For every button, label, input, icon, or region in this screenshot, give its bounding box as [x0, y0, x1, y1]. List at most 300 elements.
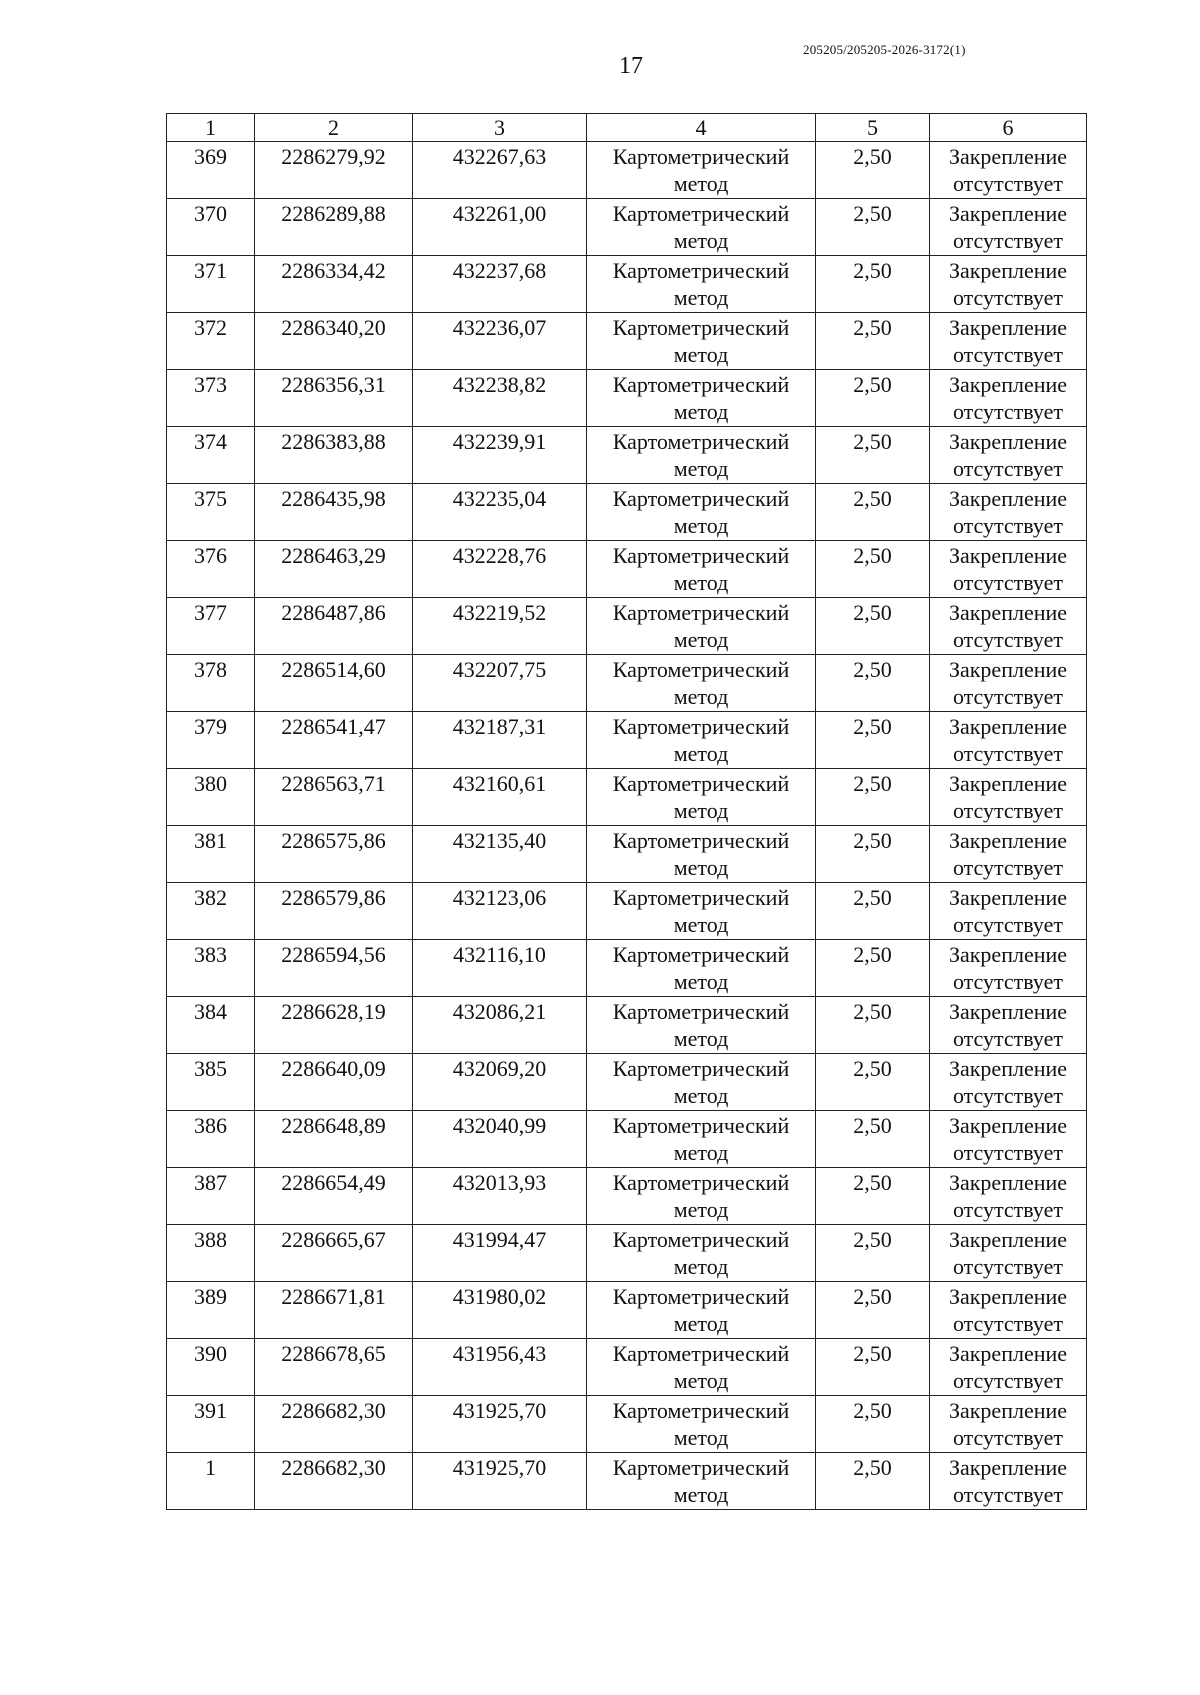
accuracy-cell	[816, 313, 930, 370]
fixing-cell-text: отсутствует	[952, 1140, 1064, 1165]
point-number-cell	[167, 655, 255, 712]
accuracy-cell	[816, 1282, 930, 1339]
x-coordinate-cell-text: 2286648,89	[281, 1113, 386, 1138]
y-coordinate-cell-text: 432069,20	[452, 1056, 547, 1081]
fixing-cell	[930, 655, 1087, 712]
method-cell-text: Картометрический	[612, 1284, 790, 1309]
y-coordinate-cell	[413, 1225, 587, 1282]
table-row	[167, 427, 1087, 484]
method-cell	[587, 1111, 816, 1168]
accuracy-cell	[816, 598, 930, 655]
fixing-cell-text: Закрепление	[948, 429, 1068, 454]
method-cell-text: метод	[673, 1368, 729, 1393]
method-cell-text: Картометрический	[612, 999, 790, 1024]
table-row	[167, 826, 1087, 883]
accuracy-cell-text: 2,50	[853, 486, 892, 511]
point-number-cell	[167, 256, 255, 313]
method-cell	[587, 655, 816, 712]
y-coordinate-cell	[413, 1339, 587, 1396]
fixing-cell	[930, 940, 1087, 997]
fixing-cell-text: Закрепление	[948, 600, 1068, 625]
accuracy-cell	[816, 199, 930, 256]
x-coordinate-cell	[255, 826, 413, 883]
x-coordinate-cell-text: 2286579,86	[281, 885, 386, 910]
y-coordinate-cell-text: 432235,04	[452, 486, 547, 511]
fixing-cell-text: отсутствует	[952, 171, 1064, 196]
fixing-cell-text: Закрепление	[948, 1284, 1068, 1309]
method-cell-text: Картометрический	[612, 429, 790, 454]
fixing-cell-text: Закрепление	[948, 315, 1068, 340]
x-coordinate-cell-text: 2286279,92	[281, 144, 386, 169]
fixing-cell-text: отсутствует	[952, 1482, 1064, 1507]
method-cell-text: метод	[673, 684, 729, 709]
table-row	[167, 1054, 1087, 1111]
point-number-cell	[167, 199, 255, 256]
point-number-cell	[167, 1168, 255, 1225]
fixing-cell-text: Закрепление	[948, 1056, 1068, 1081]
x-coordinate-cell	[255, 256, 413, 313]
accuracy-cell-text: 2,50	[853, 1227, 892, 1252]
accuracy-cell	[816, 142, 930, 199]
column-header: 2	[255, 114, 413, 142]
method-cell-text: Картометрический	[612, 315, 790, 340]
point-number-cell	[167, 370, 255, 427]
method-cell	[587, 541, 816, 598]
table-row	[167, 1282, 1087, 1339]
method-cell-text: Картометрический	[612, 942, 790, 967]
fixing-cell	[930, 1111, 1087, 1168]
method-cell	[587, 598, 816, 655]
y-coordinate-cell	[413, 883, 587, 940]
fixing-cell-text: отсутствует	[952, 342, 1064, 367]
fixing-cell-text: Закрепление	[948, 486, 1068, 511]
method-cell-text: Картометрический	[612, 657, 790, 682]
fixing-cell-text: Закрепление	[948, 1341, 1068, 1366]
fixing-cell-text: отсутствует	[952, 228, 1064, 253]
accuracy-cell-text: 2,50	[853, 657, 892, 682]
point-number-cell	[167, 826, 255, 883]
method-cell-text: метод	[673, 1311, 729, 1336]
y-coordinate-cell-text: 432123,06	[452, 885, 547, 910]
method-cell	[587, 883, 816, 940]
y-coordinate-cell	[413, 142, 587, 199]
table-row	[167, 598, 1087, 655]
accuracy-cell-text: 2,50	[853, 714, 892, 739]
fixing-cell	[930, 883, 1087, 940]
x-coordinate-cell-text: 2286594,56	[281, 942, 386, 967]
accuracy-cell	[816, 655, 930, 712]
fixing-cell-text: Закрепление	[948, 1113, 1068, 1138]
accuracy-cell	[816, 1453, 930, 1510]
method-cell-text: Картометрический	[612, 258, 790, 283]
point-number-cell-text: 388	[194, 1227, 227, 1252]
method-cell-text: Картометрический	[612, 201, 790, 226]
fixing-cell-text: Закрепление	[948, 885, 1068, 910]
method-cell-text: метод	[673, 342, 729, 367]
point-number-cell-text: 390	[194, 1341, 227, 1366]
method-cell	[587, 712, 816, 769]
accuracy-cell-text: 2,50	[853, 771, 892, 796]
point-number-cell-text: 1	[205, 1455, 216, 1480]
fixing-cell	[930, 313, 1087, 370]
x-coordinate-cell	[255, 712, 413, 769]
accuracy-cell-text: 2,50	[853, 1455, 892, 1480]
x-coordinate-cell	[255, 883, 413, 940]
page-number: 17	[619, 53, 643, 79]
method-cell	[587, 1396, 816, 1453]
point-number-cell-text: 379	[194, 714, 227, 739]
table-row	[167, 1168, 1087, 1225]
accuracy-cell-text: 2,50	[853, 942, 892, 967]
y-coordinate-cell-text: 432086,21	[452, 999, 547, 1024]
accuracy-cell-text: 2,50	[853, 315, 892, 340]
column-header: 1	[167, 114, 255, 142]
point-number-cell-text: 384	[194, 999, 227, 1024]
fixing-cell-text: отсутствует	[952, 1425, 1064, 1450]
accuracy-cell	[816, 1111, 930, 1168]
point-number-cell-text: 382	[194, 885, 227, 910]
point-number-cell-text: 383	[194, 942, 227, 967]
point-number-cell	[167, 142, 255, 199]
accuracy-cell-text: 2,50	[853, 828, 892, 853]
y-coordinate-cell-text: 432237,68	[452, 258, 547, 283]
fixing-cell	[930, 598, 1087, 655]
method-cell-text: Картометрический	[612, 600, 790, 625]
fixing-cell	[930, 997, 1087, 1054]
document-id: 205205/205205-2026-3172(1)	[803, 42, 966, 57]
point-number-cell	[167, 598, 255, 655]
accuracy-cell-text: 2,50	[853, 885, 892, 910]
x-coordinate-cell-text: 2286682,30	[281, 1398, 386, 1423]
accuracy-cell-text: 2,50	[853, 1056, 892, 1081]
accuracy-cell	[816, 940, 930, 997]
accuracy-cell	[816, 256, 930, 313]
y-coordinate-cell	[413, 484, 587, 541]
fixing-cell-text: отсутствует	[952, 513, 1064, 538]
x-coordinate-cell-text: 2286487,86	[281, 600, 386, 625]
fixing-cell	[930, 826, 1087, 883]
y-coordinate-cell-text: 432228,76	[452, 543, 547, 568]
accuracy-cell-text: 2,50	[853, 429, 892, 454]
table-row	[167, 484, 1087, 541]
table-row	[167, 940, 1087, 997]
method-cell-text: Картометрический	[612, 372, 790, 397]
point-number-cell-text: 375	[194, 486, 227, 511]
point-number-cell	[167, 1054, 255, 1111]
fixing-cell-text: отсутствует	[952, 1254, 1064, 1279]
x-coordinate-cell-text: 2286463,29	[281, 543, 386, 568]
method-cell	[587, 199, 816, 256]
column-header: 5	[816, 114, 930, 142]
method-cell-text: метод	[673, 627, 729, 652]
x-coordinate-cell-text: 2286514,60	[281, 657, 386, 682]
point-number-cell-text: 372	[194, 315, 227, 340]
table-row	[167, 712, 1087, 769]
x-coordinate-cell	[255, 769, 413, 826]
y-coordinate-cell	[413, 1396, 587, 1453]
point-number-cell-text: 378	[194, 657, 227, 682]
method-cell-text: метод	[673, 228, 729, 253]
fixing-cell-text: Закрепление	[948, 1455, 1068, 1480]
fixing-cell-text: отсутствует	[952, 399, 1064, 424]
x-coordinate-cell-text: 2286682,30	[281, 1455, 386, 1480]
table-row	[167, 541, 1087, 598]
y-coordinate-cell-text: 432187,31	[452, 714, 547, 739]
fixing-cell-text: Закрепление	[948, 201, 1068, 226]
point-number-cell	[167, 1453, 255, 1510]
x-coordinate-cell	[255, 370, 413, 427]
method-cell	[587, 313, 816, 370]
fixing-cell-text: отсутствует	[952, 741, 1064, 766]
table-row	[167, 997, 1087, 1054]
point-number-cell-text: 373	[194, 372, 227, 397]
y-coordinate-cell-text: 431956,43	[452, 1341, 547, 1366]
fixing-cell	[930, 1054, 1087, 1111]
point-number-cell-text: 377	[194, 600, 227, 625]
method-cell	[587, 769, 816, 826]
method-cell-text: метод	[673, 741, 729, 766]
x-coordinate-cell	[255, 484, 413, 541]
method-cell-text: Картометрический	[612, 1398, 790, 1423]
method-cell-text: Картометрический	[612, 714, 790, 739]
fixing-cell-text: отсутствует	[952, 1311, 1064, 1336]
method-cell-text: метод	[673, 1482, 729, 1507]
fixing-cell-text: отсутствует	[952, 285, 1064, 310]
fixing-cell-text: Закрепление	[948, 999, 1068, 1024]
method-cell	[587, 1054, 816, 1111]
point-number-cell-text: 391	[194, 1398, 227, 1423]
table-row	[167, 1396, 1087, 1453]
accuracy-cell	[816, 1396, 930, 1453]
fixing-cell-text: Закрепление	[948, 258, 1068, 283]
y-coordinate-cell-text: 431994,47	[452, 1227, 547, 1252]
point-number-cell	[167, 769, 255, 826]
accuracy-cell-text: 2,50	[853, 543, 892, 568]
y-coordinate-cell-text: 432116,10	[453, 942, 546, 967]
fixing-cell-text: Закрепление	[948, 714, 1068, 739]
y-coordinate-cell-text: 432013,93	[452, 1170, 547, 1195]
y-coordinate-cell-text: 431925,70	[452, 1398, 547, 1423]
y-coordinate-cell	[413, 1111, 587, 1168]
fixing-cell-text: отсутствует	[952, 1368, 1064, 1393]
method-cell-text: Картометрический	[612, 1170, 790, 1195]
x-coordinate-cell	[255, 655, 413, 712]
method-cell	[587, 1225, 816, 1282]
x-coordinate-cell	[255, 142, 413, 199]
point-number-cell-text: 381	[194, 828, 227, 853]
accuracy-cell-text: 2,50	[853, 372, 892, 397]
point-number-cell-text: 385	[194, 1056, 227, 1081]
y-coordinate-cell	[413, 997, 587, 1054]
method-cell	[587, 1282, 816, 1339]
point-number-cell-text: 369	[194, 144, 227, 169]
y-coordinate-cell	[413, 655, 587, 712]
method-cell-text: Картометрический	[612, 1227, 790, 1252]
method-cell-text: метод	[673, 1140, 729, 1165]
x-coordinate-cell	[255, 1168, 413, 1225]
y-coordinate-cell-text: 431925,70	[452, 1455, 547, 1480]
fixing-cell-text: отсутствует	[952, 684, 1064, 709]
accuracy-cell	[816, 370, 930, 427]
method-cell	[587, 1453, 816, 1510]
x-coordinate-cell	[255, 1111, 413, 1168]
fixing-cell-text: Закрепление	[948, 543, 1068, 568]
fixing-cell	[930, 427, 1087, 484]
fixing-cell	[930, 1282, 1087, 1339]
y-coordinate-cell-text: 432219,52	[452, 600, 547, 625]
fixing-cell	[930, 370, 1087, 427]
fixing-cell	[930, 256, 1087, 313]
y-coordinate-cell	[413, 1054, 587, 1111]
method-cell	[587, 256, 816, 313]
point-number-cell	[167, 883, 255, 940]
y-coordinate-cell-text: 432267,63	[452, 144, 547, 169]
fixing-cell	[930, 1453, 1087, 1510]
method-cell-text: метод	[673, 1083, 729, 1108]
accuracy-cell	[816, 769, 930, 826]
x-coordinate-cell	[255, 1282, 413, 1339]
x-coordinate-cell-text: 2286678,65	[281, 1341, 386, 1366]
accuracy-cell-text: 2,50	[853, 1341, 892, 1366]
x-coordinate-cell	[255, 199, 413, 256]
x-coordinate-cell-text: 2286383,88	[281, 429, 386, 454]
point-number-cell	[167, 997, 255, 1054]
y-coordinate-cell-text: 432236,07	[452, 315, 547, 340]
y-coordinate-cell	[413, 598, 587, 655]
fixing-cell-text: Закрепление	[948, 1227, 1068, 1252]
method-cell-text: метод	[673, 399, 729, 424]
accuracy-cell-text: 2,50	[853, 201, 892, 226]
method-cell	[587, 1339, 816, 1396]
y-coordinate-cell	[413, 313, 587, 370]
method-cell-text: метод	[673, 1197, 729, 1222]
x-coordinate-cell	[255, 997, 413, 1054]
accuracy-cell	[816, 1168, 930, 1225]
x-coordinate-cell	[255, 940, 413, 997]
method-cell	[587, 940, 816, 997]
method-cell-text: Картометрический	[612, 144, 790, 169]
y-coordinate-cell-text: 431980,02	[452, 1284, 547, 1309]
y-coordinate-cell-text: 432207,75	[452, 657, 547, 682]
x-coordinate-cell	[255, 1225, 413, 1282]
y-coordinate-cell	[413, 541, 587, 598]
table-row	[167, 199, 1087, 256]
table-row	[167, 769, 1087, 826]
point-number-cell	[167, 313, 255, 370]
table-row	[167, 256, 1087, 313]
column-header: 6	[930, 114, 1087, 142]
x-coordinate-cell	[255, 541, 413, 598]
point-number-cell	[167, 1339, 255, 1396]
fixing-cell-text: Закрепление	[948, 1170, 1068, 1195]
fixing-cell-text: отсутствует	[952, 1026, 1064, 1051]
method-cell-text: метод	[673, 798, 729, 823]
method-cell-text: метод	[673, 1254, 729, 1279]
method-cell-text: метод	[673, 1425, 729, 1450]
point-number-cell-text: 374	[194, 429, 227, 454]
method-cell	[587, 427, 816, 484]
method-cell	[587, 1168, 816, 1225]
table-body	[167, 114, 1087, 1510]
accuracy-cell	[816, 1054, 930, 1111]
fixing-cell-text: Закрепление	[948, 1398, 1068, 1423]
method-cell-text: Картометрический	[612, 771, 790, 796]
fixing-cell-text: отсутствует	[952, 798, 1064, 823]
fixing-cell-text: Закрепление	[948, 372, 1068, 397]
fixing-cell-text: Закрепление	[948, 771, 1068, 796]
column-header: 3	[413, 114, 587, 142]
accuracy-cell-text: 2,50	[853, 600, 892, 625]
y-coordinate-cell	[413, 1453, 587, 1510]
y-coordinate-cell-text: 432160,61	[452, 771, 547, 796]
method-cell-text: Картометрический	[612, 1341, 790, 1366]
x-coordinate-cell-text: 2286289,88	[281, 201, 386, 226]
accuracy-cell	[816, 883, 930, 940]
x-coordinate-cell-text: 2286340,20	[281, 315, 386, 340]
x-coordinate-cell	[255, 427, 413, 484]
x-coordinate-cell	[255, 1396, 413, 1453]
point-number-cell	[167, 427, 255, 484]
y-coordinate-cell-text: 432040,99	[452, 1113, 547, 1138]
method-cell-text: метод	[673, 513, 729, 538]
fixing-cell	[930, 142, 1087, 199]
method-cell-text: метод	[673, 969, 729, 994]
fixing-cell-text: отсутствует	[952, 627, 1064, 652]
x-coordinate-cell	[255, 598, 413, 655]
method-cell-text: метод	[673, 1026, 729, 1051]
fixing-cell	[930, 712, 1087, 769]
fixing-cell-text: отсутствует	[952, 570, 1064, 595]
method-cell	[587, 484, 816, 541]
y-coordinate-cell	[413, 199, 587, 256]
table-row	[167, 1453, 1087, 1510]
fixing-cell	[930, 199, 1087, 256]
method-cell-text: Картометрический	[612, 543, 790, 568]
point-number-cell	[167, 1282, 255, 1339]
fixing-cell-text: Закрепление	[948, 942, 1068, 967]
fixing-cell	[930, 1396, 1087, 1453]
point-number-cell-text: 387	[194, 1170, 227, 1195]
y-coordinate-cell-text: 432135,40	[452, 828, 547, 853]
fixing-cell	[930, 1225, 1087, 1282]
x-coordinate-cell-text: 2286435,98	[281, 486, 386, 511]
table-row	[167, 142, 1087, 199]
table-row	[167, 1225, 1087, 1282]
point-number-cell	[167, 1111, 255, 1168]
method-cell-text: Картометрический	[612, 1056, 790, 1081]
method-cell	[587, 142, 816, 199]
x-coordinate-cell-text: 2286628,19	[281, 999, 386, 1024]
column-header: 4	[587, 114, 816, 142]
accuracy-cell-text: 2,50	[853, 1113, 892, 1138]
point-number-cell	[167, 1396, 255, 1453]
fixing-cell	[930, 484, 1087, 541]
y-coordinate-cell	[413, 427, 587, 484]
fixing-cell-text: отсутствует	[952, 1083, 1064, 1108]
fixing-cell-text: отсутствует	[952, 855, 1064, 880]
method-cell-text: Картометрический	[612, 885, 790, 910]
table-row	[167, 370, 1087, 427]
accuracy-cell	[816, 484, 930, 541]
accuracy-cell-text: 2,50	[853, 1398, 892, 1423]
fixing-cell-text: Закрепление	[948, 657, 1068, 682]
accuracy-cell-text: 2,50	[853, 999, 892, 1024]
method-cell-text: метод	[673, 912, 729, 937]
method-cell	[587, 826, 816, 883]
y-coordinate-cell	[413, 826, 587, 883]
x-coordinate-cell	[255, 313, 413, 370]
method-cell-text: метод	[673, 171, 729, 196]
